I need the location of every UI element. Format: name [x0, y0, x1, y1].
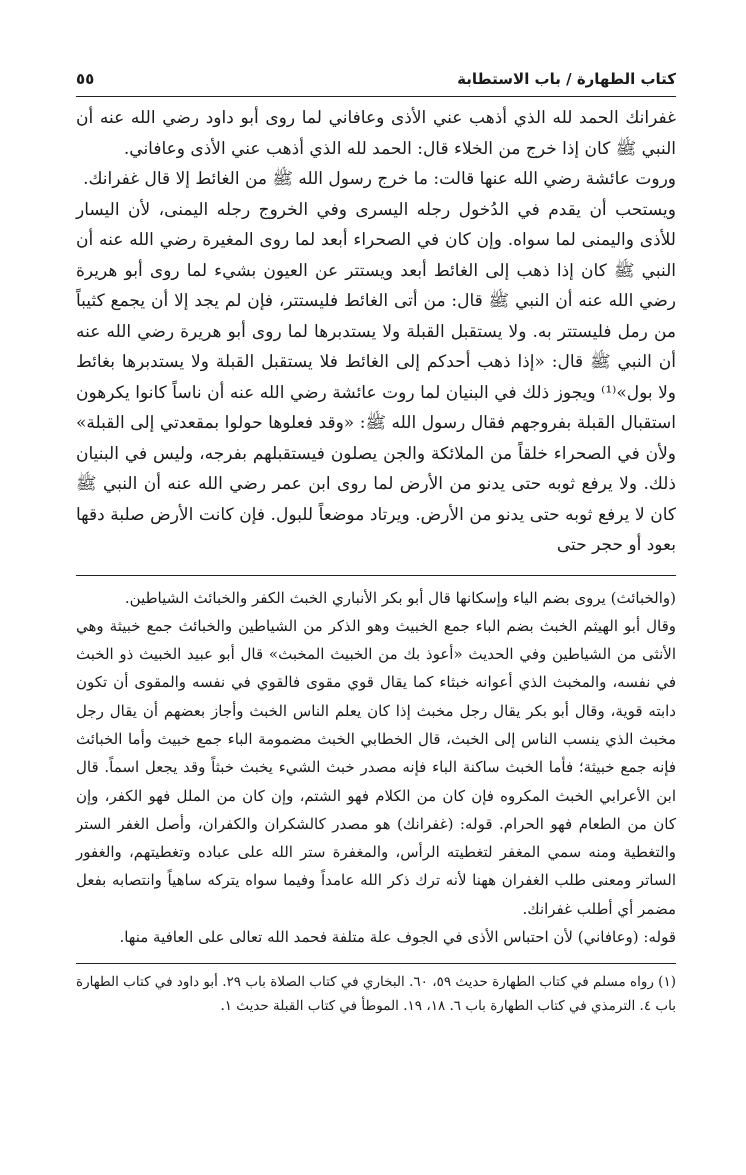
- page-number: ٥٥: [76, 70, 95, 88]
- footnote-block: [76, 970, 676, 1018]
- header-title: كتاب الطهارة / باب الاستطابة: [457, 70, 676, 88]
- main-paragraph: وروت عائشة رضي الله عنها قالت: ما خرج رسول الله ﷺ من الغائط إلا قال غفرانك.: [83, 169, 676, 189]
- commentary-text: [76, 584, 676, 952]
- header-rule: [76, 96, 676, 97]
- main-text: [76, 103, 676, 561]
- main-paragraph: غفرانك الحمد لله الذي أذهب عني الأذى وعافاني لما روى أبو داود رضي الله عنه أن النبي ﷺ كان إذا خرج من الخلاء قال: الحمد لله الذي أذهب عني الأذى وعافاني.: [76, 108, 676, 159]
- running-header: [76, 70, 676, 94]
- footnote-text: (١) رواه مسلم في كتاب الطهارة حديث ٥٩، ٦٠. البخاري في كتاب الصلاة باب ٢٩. أبو داود في كتاب الطهارة باب ٤. الترمذي في كتاب الطهارة باب ٦. ١٨، ١٩. الموطأ في كتاب القبلة حديث ١.: [76, 974, 676, 1015]
- commentary-divider: [76, 575, 676, 576]
- commentary-paragraph: قوله: (وعافاني) لأن احتباس الأذى في الجوف علة متلفة فحمد الله تعالى على العافية منها.: [119, 928, 676, 947]
- book-page: [76, 70, 676, 1018]
- commentary-paragraph: (والخبائث) يروى بضم الياء وإسكانها قال أبو بكر الأنباري الخبث الكفر والخبائث الشياطين.: [124, 588, 676, 607]
- main-paragraph: ويستحب أن يقدم في الدُخول رجله اليسرى وفي الخروج رجله اليمنى، لأن اليسار للأذى واليمنى لما سواه. وإن كان في الصحراء أبعد لما روى المغيرة رضي الله عنه أن النبي ﷺ كان إذا ذهب إلى الغائط أبعد ويستتر عن العيون بشيء لما روى أبو هريرة رضي الله عنه أن النبي ﷺ قال: من أتى الغائط فليستتر، فإن لم يجد إلا أن يجمع كثيباً من رمل فليستتر به. ولا يستقبل القبلة ولا يستدبرها لما روى أبو هريرة رضي الله عنه أن النبي ﷺ قال: «إذا ذهب أحدكم إلى الغائط فلا يستقبل القبلة ولا يستدبرها بغائط ولا بول»⁽¹⁾ ويجوز ذلك في البنيان لما روت عائشة رضي الله عنه أن ناساً كانوا يكرهون استقبال القبلة بفروجهم فقال رسول الله ﷺ: «وقد فعلوها حولوا بمقعدتي إلى القبلة» ولأن في الصحراء خلقاً من الملائكة والجن يصلون فيستقبلهم بفرجه، وليس في البنيان ذلك. ولا يرفع ثوبه حتى يدنو من الأرض لما روى ابن عمر رضي الله عنه أن النبي ﷺ كان لا يرفع ثوبه حتى يدنو من الأرض. ويرتاد موضعاً للبول. فإن كانت الأرض صلبة دقها بعود أو حجر حتى: [76, 199, 677, 555]
- footnote-divider: [76, 963, 676, 964]
- commentary-paragraph: وقال أبو الهيثم الخبث بضم الباء جمع الخبيث وهو الذكر من الشياطين والخبائث جمع خبيثة وهي الأنثى من الشياطين وفي الحديث «أعوذ بك من الخبيث المخبث» قال أبو عبيد الخبيث ذو الخبث في نفسه، والمخبث الذي أعوانه خبثاء كما يقال قوي مقوى فالقوي في نفسه والمقوى أن تكون دابته قوية، وقال أبو بكر يقال رجل مخبث إذا كان يعلم الناس الخبث وأجاز بعضهم أن يقال رجل مخبث الذي ينسب الناس إلى الخبث، قال الخطابي الخبث مضمومة الباء جمع خبيث وأما الخبائث فإنه جمع خبيثة؛ فأما الخبث ساكنة الباء فإنه مصدر خبث الشيء يخبث خبثاً وقد يجعل اسماً. قال ابن الأعرابي الخبث المكروه فإن كان من الكلام فهو الشتم، وإن كان من الملل فهو الكفر، وإن كان من الطعام فهو الحرام. قوله: (غفرانك) هو مصدر كالشكران والكفران، وأصل الغفر الستر والتغطية ومنه سمي المغفر لتغطيته الرأس، والمغفرة ستر الله على عباده وتغطيتهم، والغفور الساتر ومعنى طلب الغفران ههنا لأنه ترك ذكر الله عامداً وفيما سواه يتركه ساهياً وانتصابه بفعل مضمر أي أطلب غفرانك.: [76, 616, 676, 918]
